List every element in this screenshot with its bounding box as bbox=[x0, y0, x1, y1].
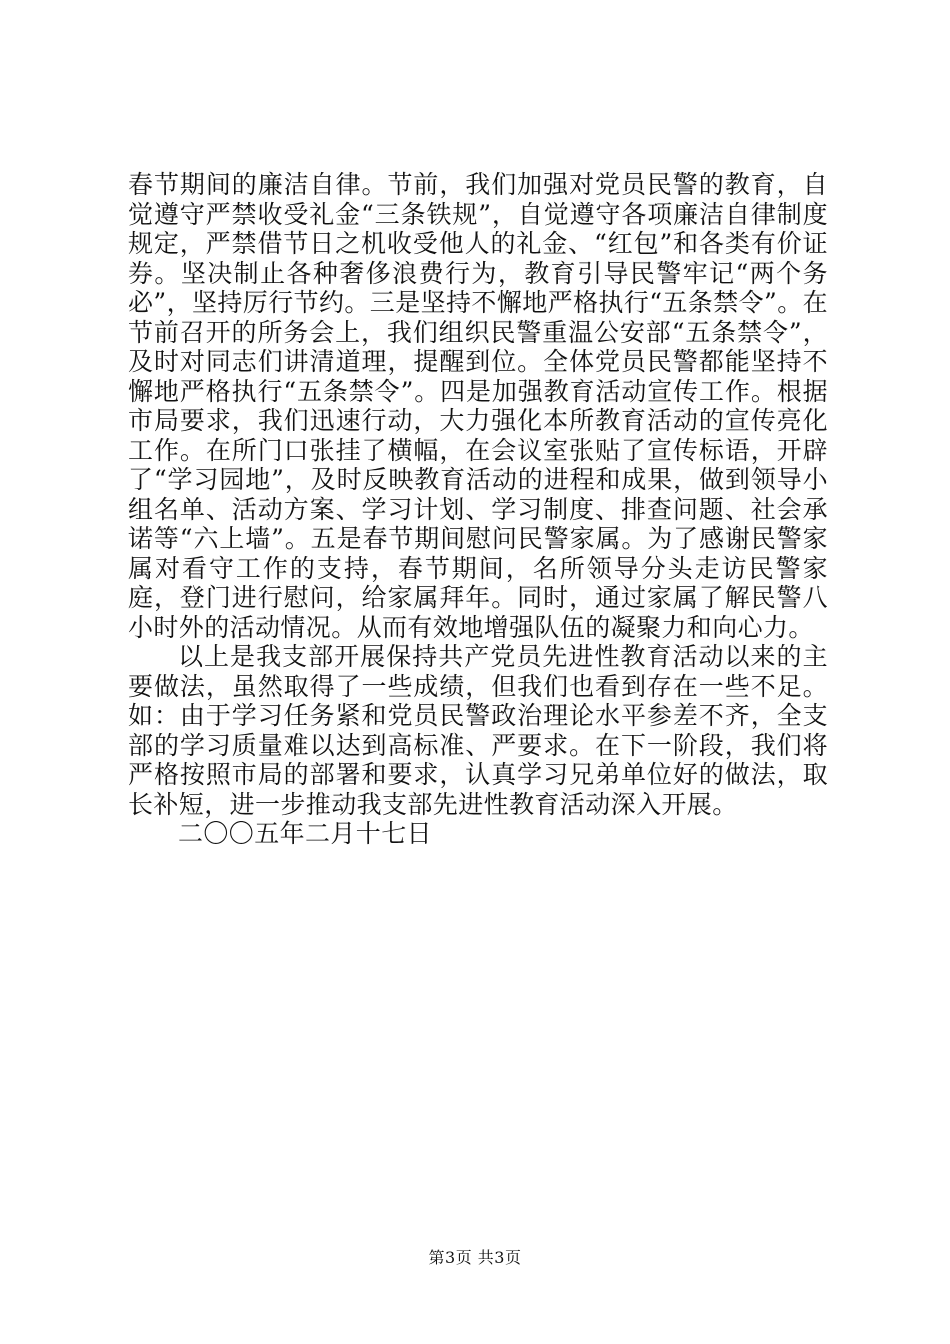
body-paragraph-2: 以上是我支部开展保持共产党员先进性教育活动以来的主要做法，虽然取得了一些成绩，但我们也看到存在一些不足。如：由于学习任务紧和党员民警政治理论水平参差不齐，全支部的学习质量难以达到高标准、严要求。在下一阶段，我们将严格按照市局的部署和要求，认真学习兄弟单位好的做法，取长补短，进一步推动我支部先进性教育活动深入开展。 bbox=[128, 642, 828, 819]
document-body bbox=[128, 170, 828, 849]
body-paragraph-1: 春节期间的廉洁自律。节前，我们加强对党员民警的教育，自觉遵守严禁收受礼金“三条铁规”，自觉遵守各项廉洁自律制度规定，严禁借节日之机收受他人的礼金、“红包”和各类有价证券。坚决制止各种奢侈浪费行为，教育引导民警牢记“两个务必”，坚持厉行节约。三是坚持不懈地严格执行“五条禁令”。在节前召开的所务会上，我们组织民警重温公安部“五条禁令”，及时对同志们讲清道理，提醒到位。全体党员民警都能坚持不懈地严格执行“五条禁令”。四是加强教育活动宣传工作。根据市局要求，我们迅速行动，大力强化本所教育活动的宣传亮化工作。在所门口张挂了横幅，在会议室张贴了宣传标语，开辟了“学习园地”，及时反映教育活动的进程和成果，做到领导小组名单、活动方案、学习计划、学习制度、排查问题、社会承诺等“六上墙”。五是春节期间慰问民警家属。为了感谢民警家属对看守工作的支持，春节期间，名所领导分头走访民警家庭，登门进行慰问，给家属拜年。同时，通过家属了解民警八小时外的活动情况。从而有效地增强队伍的凝聚力和向心力。 bbox=[128, 170, 828, 642]
page-number-footer: 第3页 共3页 bbox=[428, 1248, 522, 1267]
document-date: 二〇〇五年二月十七日 bbox=[178, 819, 433, 848]
